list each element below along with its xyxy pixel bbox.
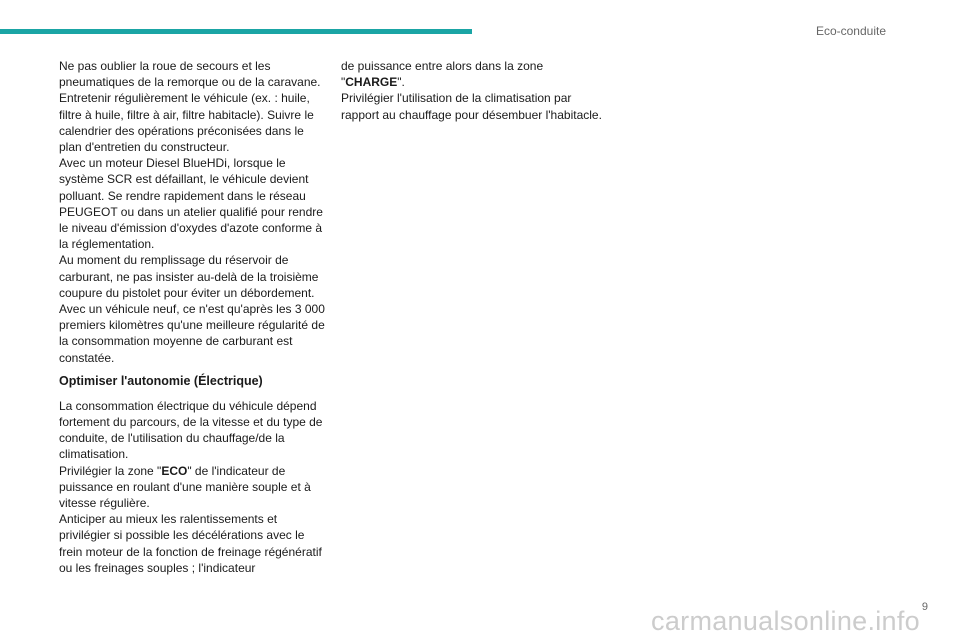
paragraph: Au moment du remplissage du réservoir de carburant, ne pas insister au-delà de la troisième coupure du pistolet pour éviter un débordement. [59,253,319,300]
paragraph: Avec un moteur Diesel BlueHDi, lorsque le système SCR est défaillant, le véhicule devient polluant. Se rendre rapidement dans le réseau PEUGEOT ou dans un atelier qualifié pour rendre le niveau d'émission d'oxydes d'azote conforme à la réglementation. [59,156,323,252]
text-fragment: de puissance entre alors dans la zone " [341,59,544,90]
paragraph: Ne pas oublier la roue de secours et les pneumatiques de la remorque ou de la caravane. [59,59,321,90]
header-accent-bar [0,29,472,34]
left-column [59,58,327,576]
page-number: 9 [921,601,928,613]
text-fragment: Privilégier la zone " [59,463,162,478]
text-fragment: ". [397,75,405,90]
paragraph: La consommation électrique du véhicule dépend fortement du parcours, de la vitesse et du type de conduite, de l'utilisation du chauffage/de la climatisation. [59,398,323,462]
charge-label: CHARGE [345,75,398,90]
paragraph: Entretenir régulièrement le véhicule (ex. : huile, filtre à huile, filtre à air, filtre habitacle). Suivre le calendrier des opérations préconisées dans le plan d'entretien du constructeur. [59,91,314,155]
eco-label: ECO [161,463,188,478]
paragraph-charge [341,58,609,90]
section-heading: Optimiser l'autonomie (Électrique) [59,373,263,388]
paragraph: Privilégier l'utilisation de la climatisation par rapport au chauffage pour désembuer l'habitacle. [341,91,602,122]
paragraph: Avec un véhicule neuf, ce n'est qu'après les 3 000 premiers kilomètres qu'une meilleure régularité de la consommation moyenne de carburant est constatée. [59,302,325,365]
watermark: carmanualsonline.info [651,606,920,636]
paragraph: Anticiper au mieux les ralentissements et privilégier si possible les décélérations avec le frein moteur de la fonction de freinage régénératif ou les freinages souples ; l'indicateur [59,512,322,575]
section-title: Eco-conduite [815,24,886,38]
paragraph-eco [59,463,327,512]
right-column [341,58,609,123]
text-fragment: " de l'indicateur de puissance en roulant d'une manière souple et à vitesse régulière. [59,463,311,511]
